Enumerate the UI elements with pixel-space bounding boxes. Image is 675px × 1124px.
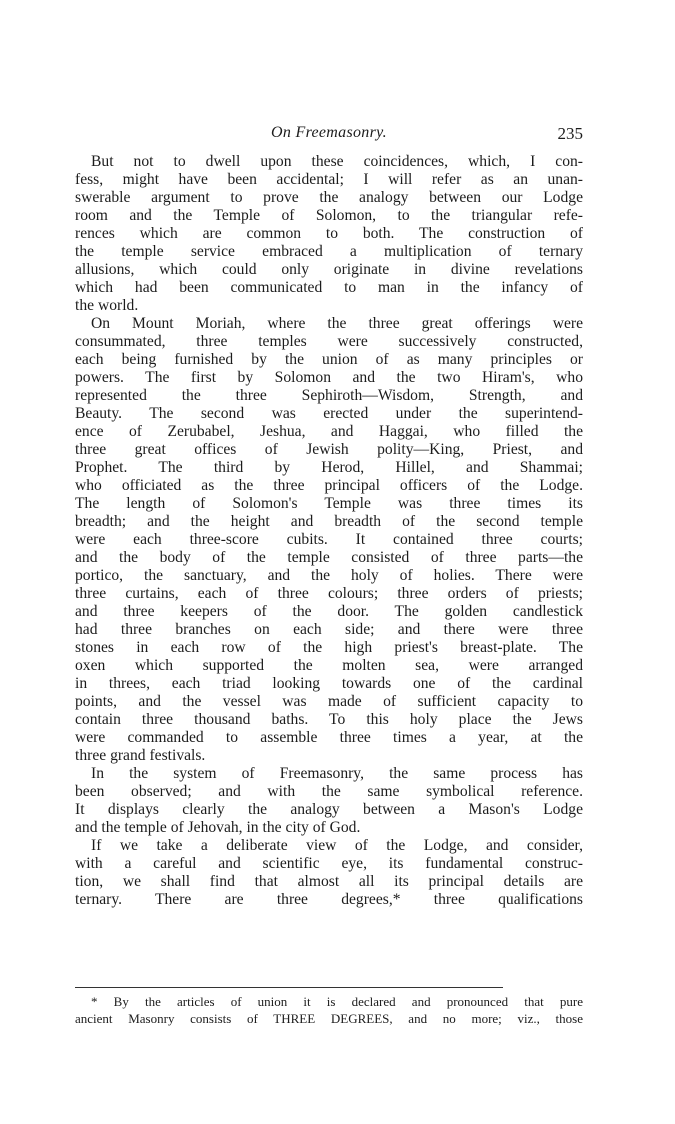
text-line: rences which are common to both. The construction of: [75, 225, 583, 242]
body-text: [75, 153, 583, 909]
footnote: [75, 993, 583, 1027]
text-line: tion, we shall find that almost all its principal details are: [75, 873, 583, 890]
text-line: fess, might have been accidental; I will refer as an unan-: [75, 171, 583, 188]
footnote-rule: [75, 987, 503, 988]
text-line: contain three thousand baths. To this holy place the Jews: [75, 711, 583, 728]
text-line: breadth; and the height and breadth of the second temple: [75, 513, 583, 530]
text-line: oxen which supported the molten sea, were arranged: [75, 657, 583, 674]
text-line: in threes, each triad looking towards one of the cardinal: [75, 675, 583, 692]
footnote-line: * By the articles of union it is declared and pronounced that pure: [91, 994, 583, 1009]
text-line: ternary. There are three degrees,* three qualifications: [75, 891, 583, 908]
text-line: The length of Solomon's Temple was three times its: [75, 495, 583, 512]
text-line: powers. The first by Solomon and the two Hiram's, who: [75, 369, 583, 386]
footnote-line: ancient Masonry consists of THREE DEGREES, and no more; viz., those: [75, 1011, 583, 1026]
text-line: consummated, three temples were successively constructed,: [75, 333, 583, 350]
text-line: with a careful and scientific eye, its fundamental construc-: [75, 855, 583, 872]
text-line: three curtains, each of three colours; three orders of priests;: [75, 585, 583, 602]
text-line: and the body of the temple consisted of three parts—the: [75, 549, 583, 566]
text-line: It displays clearly the analogy between a Mason's Lodge: [75, 801, 583, 818]
text-line: and three keepers of the door. The golden candlestick: [75, 603, 583, 620]
text-line: which had been communicated to man in the infancy of: [75, 279, 583, 296]
text-line: In the system of Freemasonry, the same process has: [91, 765, 583, 782]
text-line: been observed; and with the same symbolical reference.: [75, 783, 583, 800]
text-line: represented the three Sephiroth—Wisdom, Strength, and: [75, 387, 583, 404]
text-line: had three branches on each side; and there were three: [75, 621, 583, 638]
page-header: [75, 124, 583, 146]
text-line: who officiated as the three principal officers of the Lodge.: [75, 477, 583, 494]
text-line: each being furnished by the union of as many principles or: [75, 351, 583, 368]
page-number: 235: [557, 124, 583, 143]
text-line: swerable argument to prove the analogy between our Lodge: [75, 189, 583, 206]
text-line: stones in each row of the high priest's breast-plate. The: [75, 639, 583, 656]
text-line: were commanded to assemble three times a year, at the: [75, 729, 583, 746]
text-line: points, and the vessel was made of sufficient capacity to: [75, 693, 583, 710]
text-line: Beauty. The second was erected under the superintend-: [75, 405, 583, 422]
text-line: three grand festivals.: [75, 747, 206, 764]
running-head: On Freemasonry.: [271, 124, 387, 141]
text-line: and the temple of Jehovah, in the city of God.: [75, 819, 361, 836]
text-line: On Mount Moriah, where the three great offerings were: [91, 315, 583, 332]
text-line: room and the Temple of Solomon, to the triangular refe-: [75, 207, 583, 224]
text-line: three great offices of Jewish polity—King, Priest, and: [75, 441, 583, 458]
text-line: Prophet. The third by Herod, Hillel, and Shammai;: [75, 459, 583, 476]
text-line: the world.: [75, 297, 139, 314]
text-line: were each three-score cubits. It contained three courts;: [75, 531, 583, 548]
text-line: If we take a deliberate view of the Lodge, and consider,: [91, 837, 583, 854]
text-line: the temple service embraced a multiplication of ternary: [75, 243, 583, 260]
text-line: ence of Zerubabel, Jeshua, and Haggai, who filled the: [75, 423, 583, 440]
text-line: allusions, which could only originate in divine revelations: [75, 261, 583, 278]
text-line: portico, the sanctuary, and the holy of holies. There were: [75, 567, 583, 584]
text-line: But not to dwell upon these coincidences, which, I con-: [91, 153, 583, 170]
